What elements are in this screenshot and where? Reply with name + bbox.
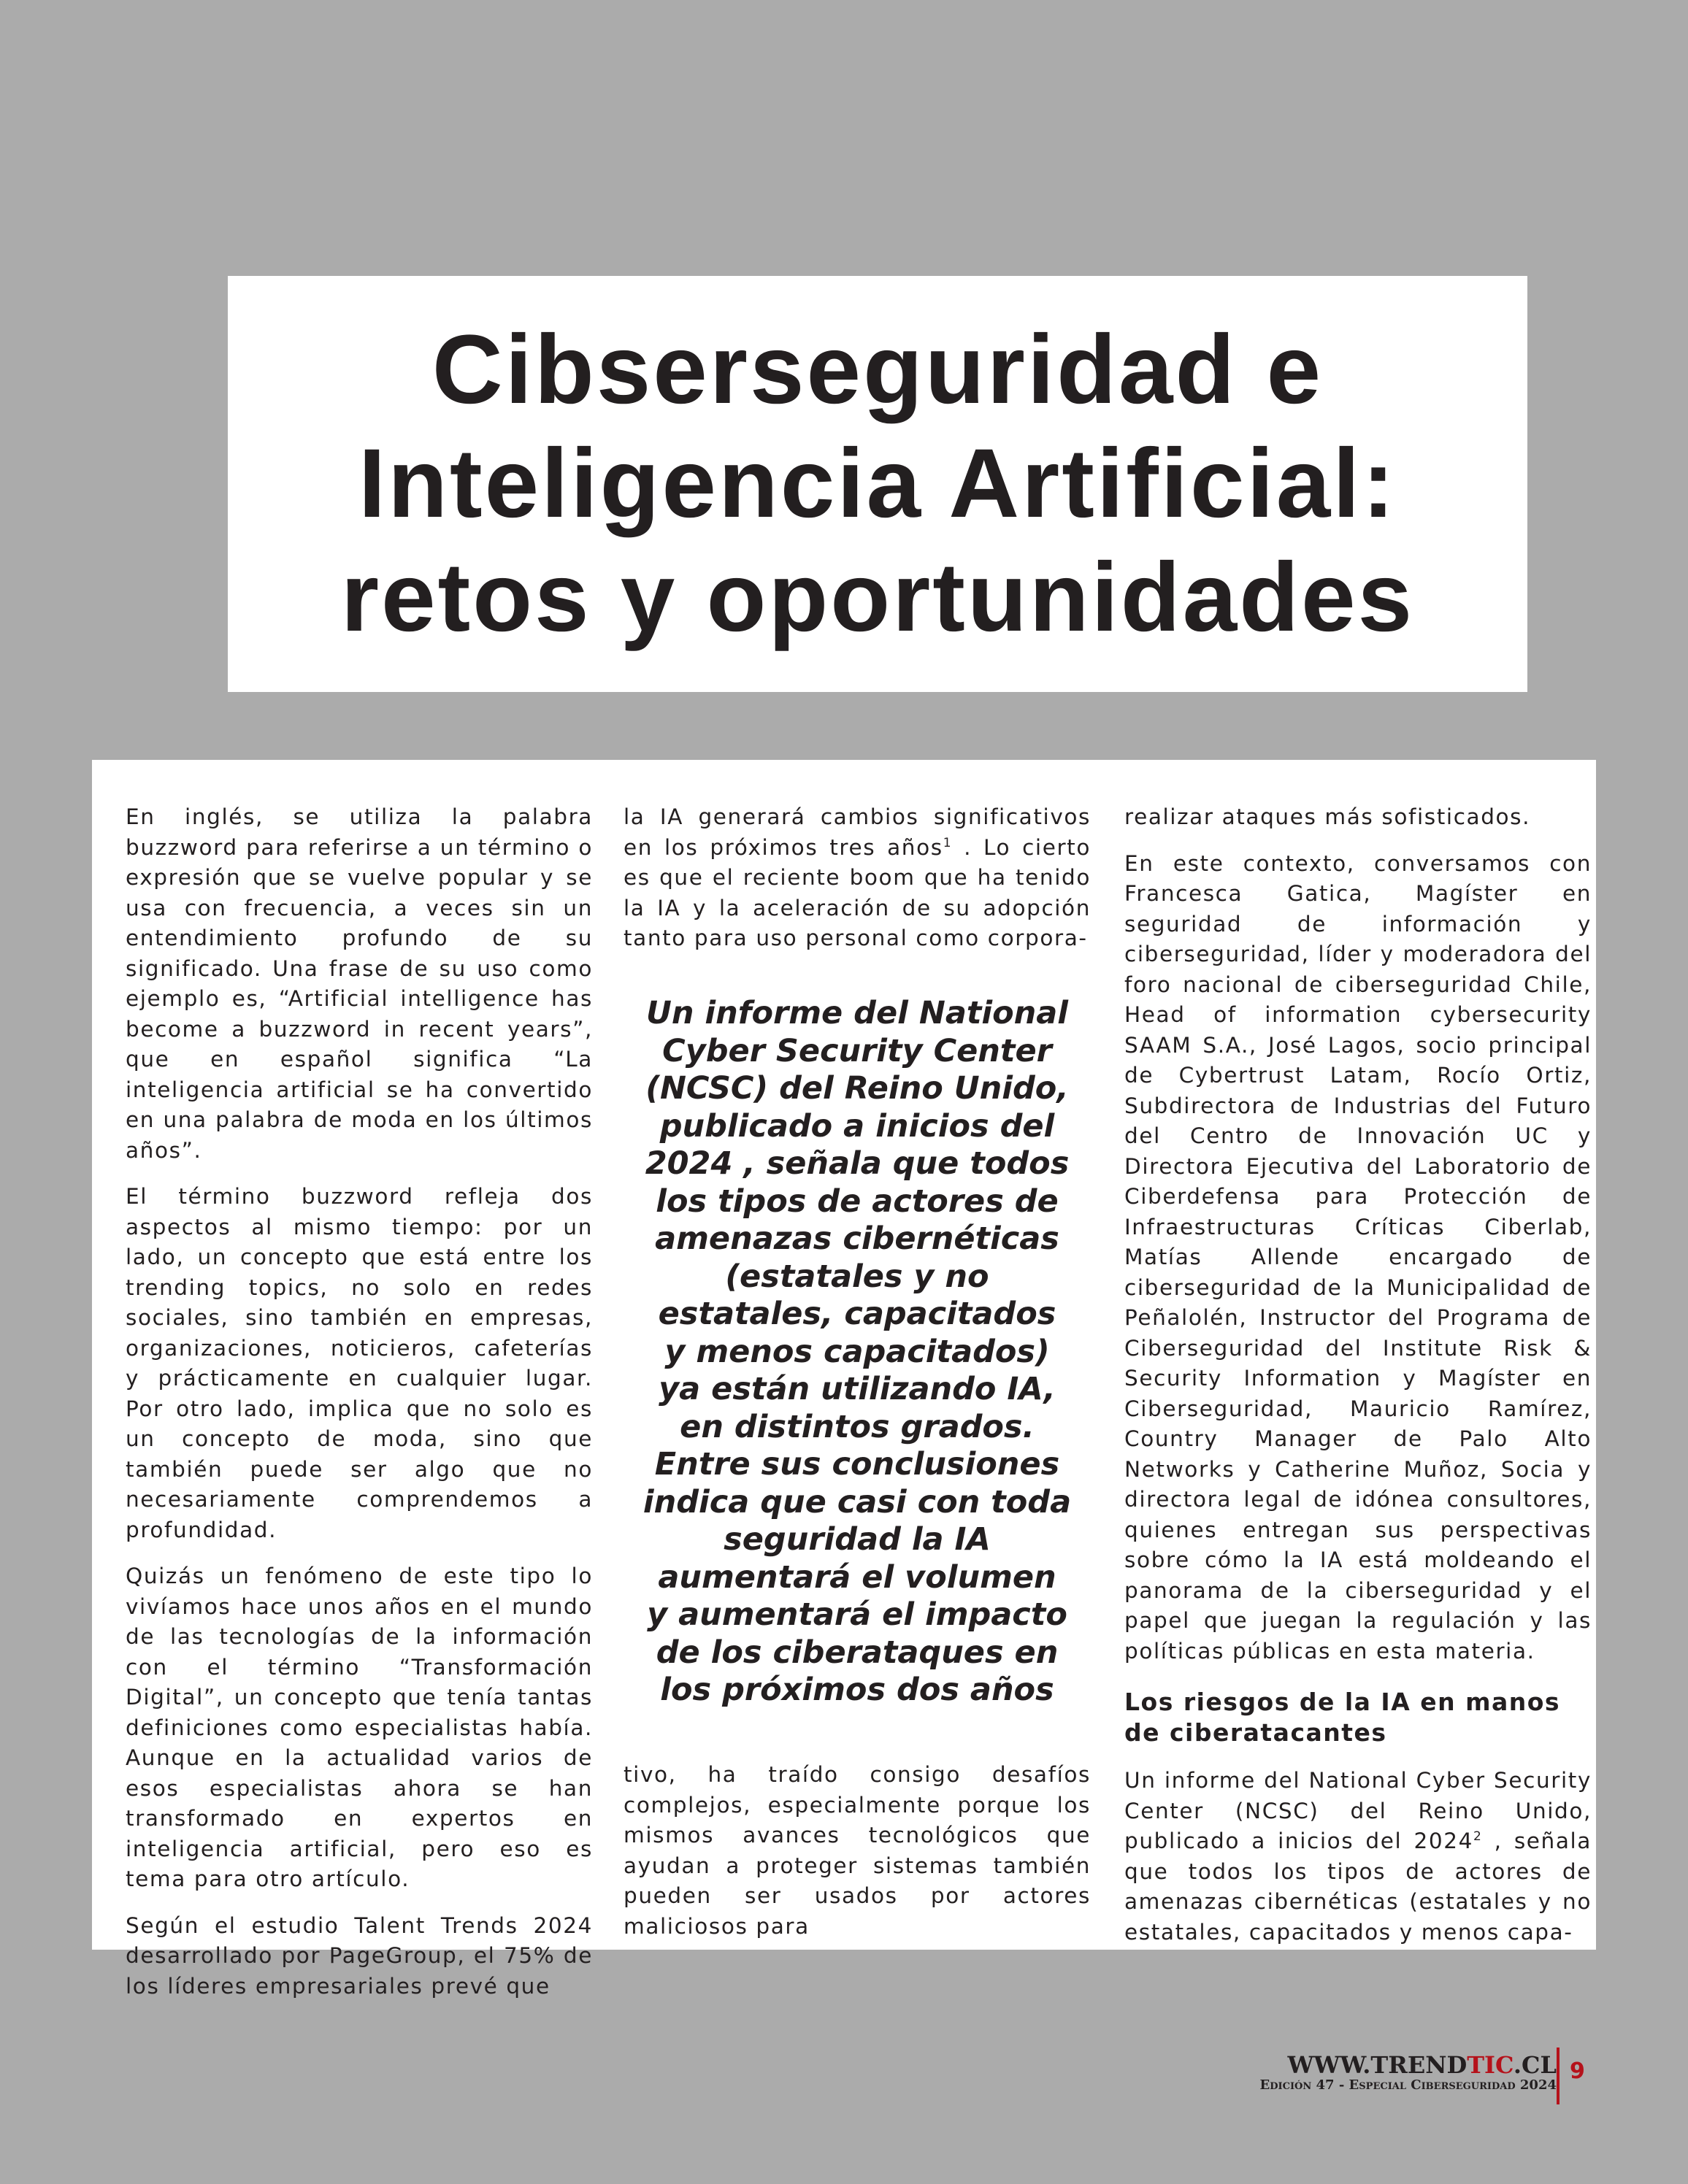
pull-quote-line: y aumentará el impacto xyxy=(647,1596,1067,1633)
pull-quote-line: indica que casi con toda xyxy=(642,1483,1072,1520)
page-footer xyxy=(1260,2053,1557,2093)
column-2-top xyxy=(624,802,1091,970)
pull-quote-line: publicado a inicios del xyxy=(659,1107,1055,1145)
footer-divider xyxy=(1557,2048,1560,2104)
paragraph: Quizás un fenómeno de este tipo lo vivíamos hace unos años en el mundo de las tecnologías de la información con el término “Transformación Digital”, un concepto que tenía tantas definiciones como especialistas había. Aunque en la actualidad varios de esos especialistas ahora se han transformado en expertos en inteligencia artificial, pero eso es tema para otro artículo. xyxy=(126,1564,593,1891)
site-url-prefix: WWW.TREND xyxy=(1287,2051,1468,2079)
paragraph: En inglés, se utiliza la palabra buzzword para referirse a un término o expresión que se vuelve popular y se usa con frecuencia, a veces sin un entendimiento profundo de su significado. Una frase de su uso como ejemplo es, “Artificial intelligence has become a buzzword in recent years”, que en español significa “La inteligencia artificial se ha convertido en una palabra de moda en los últimos años”. xyxy=(126,804,593,1163)
pull-quote-line: los próximos dos años xyxy=(660,1672,1054,1708)
pull-quote-line: seguridad la IA xyxy=(724,1521,991,1558)
paragraph xyxy=(624,802,1091,954)
paragraph xyxy=(1124,1766,1592,1947)
pull-quote-line: Entre sus conclusiones xyxy=(654,1446,1060,1483)
pull-quote-line: Cyber Security Center xyxy=(662,1032,1052,1069)
article-body xyxy=(92,760,1596,1999)
pull-quote xyxy=(619,995,1095,1710)
site-url xyxy=(1260,2053,1557,2077)
pull-quote-line: amenazas cibernéticas xyxy=(655,1220,1059,1257)
pull-quote-line: (NCSC) del Reino Unido, xyxy=(645,1070,1069,1107)
footnote-marker: 2 xyxy=(1473,1829,1483,1845)
paragraph: En este contexto, conversamos con Francesca Gatica, Magíster en seguridad de información y ciberseguridad, líder y moderadora del foro nacional de ciberseguridad Chile, Head of information cybersecurity SAAM S.A., José Lagos, socio principal de Cybertrust Latam, Rocío Ortiz, Subdirectora de Industrias del Futuro del Centro de Innovación UC y Directora Ejecutiva del Laboratorio de Ciberdefensa para Protección de Infraestructuras Críticas Ciberlab, Matías Allende encargado de ciberseguridad de la Municipalidad de Peñalolén, Instructor del Programa de Ciberseguridad del Institute Risk & Security Information y Magíster en Ciberseguridad, Mauricio Ramírez, Country Manager de Palo Alto Networks y Catherine Muñoz, Socia y directora legal de idónea consultores, quienes entregan sus perspectivas sobre cómo la IA está moldeando el panorama de la ciberseguridad y el papel que juegan la regulación y las políticas públicas en esta materia. xyxy=(1124,850,1592,1664)
article-title-line-3: retos y oportunidades xyxy=(340,543,1415,652)
footnote-marker: 1 xyxy=(943,835,953,850)
section-subheading: Los riesgos de la IA en manos de ciberatacantes xyxy=(1124,1688,1561,1747)
pull-quote-line: y menos capacitados) xyxy=(664,1333,1050,1370)
paragraph: tivo, ha traído consigo desafíos complejos, especialmente porque los mismos avances tecnológicos que ayudan a proteger sistemas también pueden ser usados por actores maliciosos para xyxy=(624,1762,1091,1939)
page-number: 9 xyxy=(1570,2058,1585,2084)
paragraph: realizar ataques más sofisticados. xyxy=(1124,804,1531,829)
text-run: la IA generará cambios significativos en los próximos tres años xyxy=(624,804,1091,860)
paragraph: El término buzzword refleja dos aspectos al mismo tiempo: por un lado, un concepto que está entre los trending topics, no solo en redes sociales, sino también en empresas, organizaciones, noticieros, cafeterías y prácticamente en cualquier lugar. Por otro lado, implica que no solo es un concepto de moda, sino que también puede ser algo que no necesariamente comprendemos a profundidad. xyxy=(126,1184,593,1542)
text-run: , señala que todos los tipos de actores de amenazas cibernéticas (estatales y no estatales, capacitados y menos capa- xyxy=(1124,1829,1592,1945)
site-url-suffix: .CL xyxy=(1513,2051,1557,2079)
paragraph: Según el estudio Talent Trends 2024 desarrollado por PageGroup, el 75% de los líderes empresariales prevé que xyxy=(126,1912,593,1999)
text-run: . Lo cierto es que el reciente boom que ha tenido la IA y la aceleración de su adopción tanto para uso personal como corpora- xyxy=(624,834,1091,950)
column-1 xyxy=(126,802,593,2018)
pull-quote-line: (estatales y no xyxy=(725,1258,989,1295)
edition-label: Edición 47 - Especial Ciberseguridad 2024 xyxy=(1259,2077,1557,2093)
pull-quote-line: en distintos grados. xyxy=(680,1408,1035,1445)
article-title-box xyxy=(228,276,1527,692)
article-title-line-2: Inteligencia Artificial: xyxy=(358,429,1397,538)
column-3 xyxy=(1124,802,1592,1964)
pull-quote-line: de los ciberataques en xyxy=(656,1634,1059,1671)
pull-quote-line: aumentará el volumen xyxy=(658,1558,1056,1596)
article-title-line-1: Cibserseguridad e xyxy=(431,315,1324,424)
site-url-highlight: TIC xyxy=(1467,2051,1514,2079)
pull-quote-line: ya están utilizando IA, xyxy=(659,1371,1056,1407)
column-2-bottom xyxy=(624,1760,1091,1958)
pull-quote-line: los tipos de actores de xyxy=(656,1183,1059,1220)
text-run: Un informe del National Cyber Security Center (NCSC) del Reino Unido, publicado a inicios del 2024 xyxy=(1124,1768,1592,1853)
pull-quote-line: estatales, capacitados xyxy=(658,1296,1056,1332)
pull-quote-line: Un informe del National xyxy=(645,995,1069,1031)
pull-quote-line: 2024 , señala que todos xyxy=(645,1145,1070,1182)
